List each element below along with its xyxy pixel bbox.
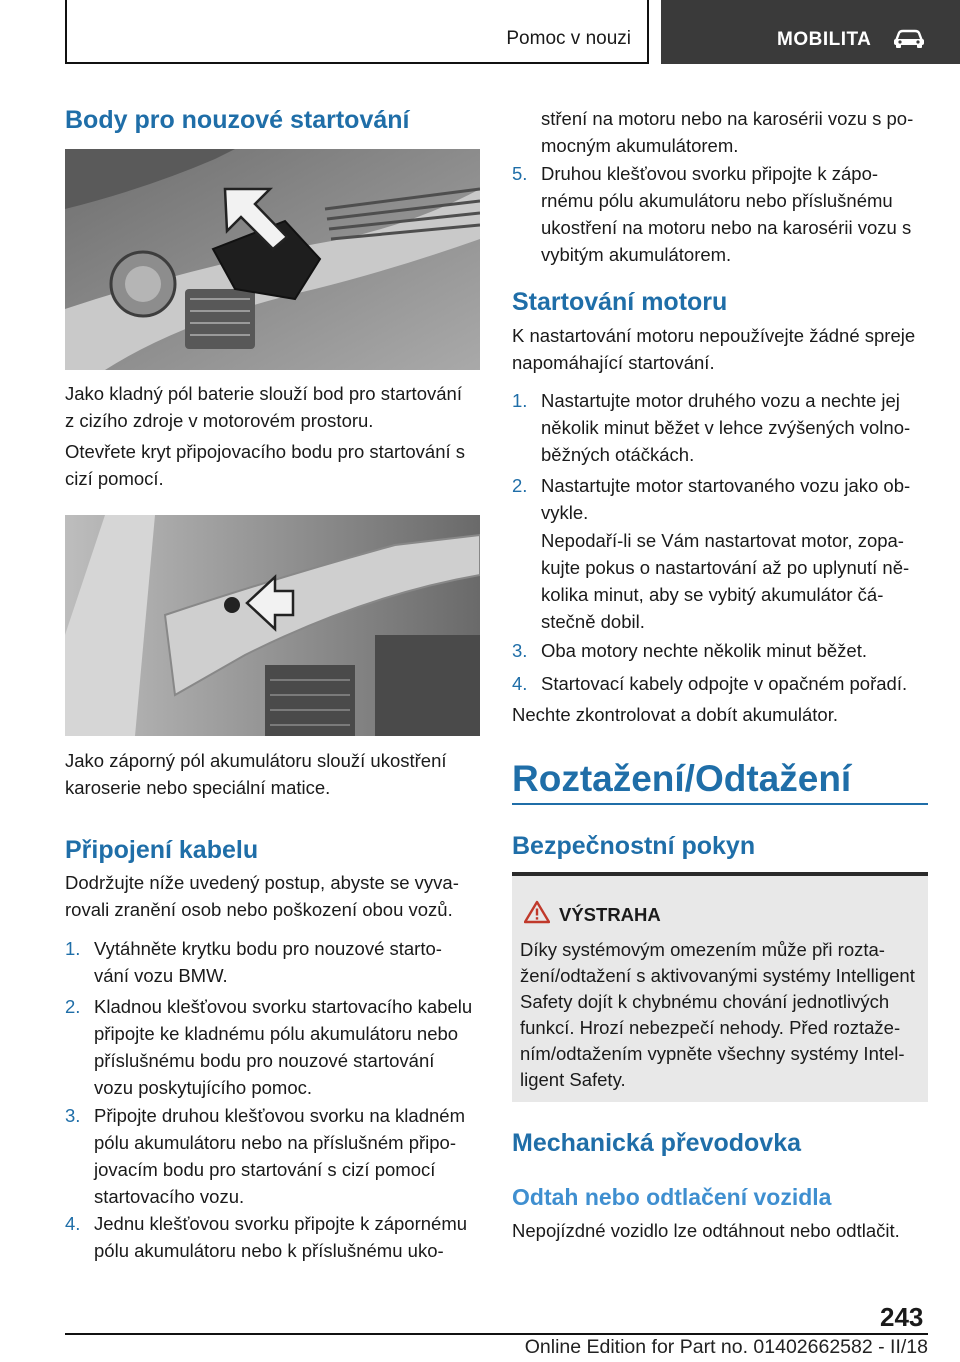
car-icon (893, 27, 925, 49)
step-text-line: Kladnou klešťovou svorku startovacího kabelu (94, 996, 473, 1017)
step-text-line: pólu akumulátoru nebo k příslušnému uko‐ (94, 1240, 444, 1261)
list-item-start-step-1 (512, 387, 928, 469)
header-chapter-title: MOBILITA (777, 29, 872, 50)
heading-cable-connection: Připojení kabelu (65, 836, 259, 864)
step-text-line: Druhou klešťovou svorku připojte k zápo‐ (541, 163, 879, 184)
step-text-line: připojte ke kladnému pólu akumulátoru nebo (94, 1023, 459, 1044)
step-number: 3. (512, 640, 528, 661)
heading-manual-transmission: Mechanická převodovka (512, 1129, 802, 1157)
chapter-title-towing: Roztažení/Odtažení (512, 758, 852, 799)
list-item-step-2 (65, 993, 480, 1103)
step-text-line: vání vozu BMW. (94, 965, 228, 986)
para-positive-pole-line2: z cizího zdroje v motorovém prostoru. (65, 410, 374, 431)
step-text-line: příslušnému bodu pro nouzové startování (94, 1050, 435, 1071)
warning-text-line: ním/odtažením vypněte všechny systémy Intel‐ (520, 1043, 905, 1064)
list-item-start-step-3 (512, 637, 928, 665)
step-text-line: Nastartujte motor startovaného vozu jako ob‐ (541, 475, 911, 496)
step-text-line: vykle. (541, 502, 589, 523)
para-tow-or-push: Nepojízdné vozidlo lze odtáhnout nebo odtlačit. (512, 1220, 900, 1241)
para-continued-line1: stření na motoru nebo na karosérii vozu s po‐ (541, 108, 914, 129)
list-item-step-5 (512, 160, 928, 270)
warning-text-line: funkcí. Hrozí nebezpečí nehody. Před roztaže‐ (520, 1017, 901, 1038)
para-positive-pole-line1: Jako kladný pól baterie slouží bod pro startování (65, 383, 462, 404)
step-text-line: kolika minut, aby se vybitý akumulátor čá‐ (541, 584, 884, 605)
para-procedure-line1: Dodržujte níže uvedený postup, abyste se vyva‐ (65, 872, 459, 893)
step-text-line: Vytáhněte krytku bodu pro nouzové starto‐ (94, 938, 442, 959)
step-text-line: stečně dobil. (541, 611, 645, 632)
list-item-step-1 (65, 935, 480, 995)
header-section-title: Pomoc v nouzi (506, 28, 631, 49)
step-number: 5. (512, 163, 528, 184)
step-text-line: vozu poskytujícího pomoc. (94, 1077, 312, 1098)
step-text-line: kujte pokus o nastartování až po uplynutí ně‐ (541, 557, 910, 578)
warning-title: VÝSTRAHA (559, 904, 661, 925)
para-negative-pole-line2: karoserie nebo speciální matice. (65, 777, 331, 798)
header-chapter-box (661, 0, 960, 64)
step-text-line: pólu akumulátoru nebo na příslušném připo‐ (94, 1132, 456, 1153)
footer-edition: Online Edition for Part no. 01402662582 - II/18 (524, 1336, 928, 1358)
list-item-step-4 (65, 1210, 480, 1266)
step-text-line: Startovací kabely odpojte v opačném pořadí. (541, 673, 908, 694)
para-open-cover-line1: Otevřete kryt připojovacího bodu pro startování s (65, 441, 466, 462)
para-negative-pole-line1: Jako záporný pól akumulátoru slouží ukostření (65, 750, 447, 771)
heading-engine-start: Startování motoru (512, 288, 728, 316)
step-number: 3. (65, 1105, 81, 1126)
step-text-line: Nastartujte motor druhého vozu a nechte jej (541, 390, 900, 411)
step-text-line: Oba motory nechte několik minut běžet. (541, 640, 867, 661)
warning-text-line: ligent Safety. (520, 1069, 626, 1090)
warning-text-line: Díky systémovým omezením může při rozta‐ (520, 939, 885, 960)
warning-box (512, 872, 928, 1102)
warning-text-line: žení/odtažení s aktivovanými systémy Intelligent (520, 965, 915, 986)
step-number: 1. (65, 938, 81, 959)
list-item-start-step-4 (512, 670, 928, 698)
step-text-line: startovacího vozu. (94, 1186, 245, 1207)
step-text-line: Jednu klešťovou svorku připojte k zápornému (94, 1213, 468, 1234)
chapter-title-rule (512, 803, 928, 805)
header-section-box (65, 0, 649, 64)
list-item-step-3 (65, 1102, 480, 1212)
step-number: 4. (65, 1213, 81, 1234)
heading-jump-start-points: Body pro nouzové startování (65, 106, 410, 134)
heading-safety-note: Bezpečnostní pokyn (512, 832, 756, 860)
para-no-spray-line2: napomáhající startování. (512, 352, 715, 373)
step-text-line: rnému pólu akumulátoru nebo příslušnému (541, 190, 893, 211)
engine-bay-illustration-2 (65, 515, 480, 736)
step-number: 1. (512, 390, 528, 411)
step-text-line: ukostření na motoru nebo na karosérii vozu s (541, 217, 912, 238)
para-no-spray-line1: K nastartování motoru nepoužívejte žádné spreje (512, 325, 916, 346)
list-item-start-step-2 (512, 472, 928, 528)
photo-ground-point (65, 515, 480, 736)
page-number: 243 (880, 1302, 924, 1332)
step-number: 2. (65, 996, 81, 1017)
photo-positive-terminal (65, 149, 480, 370)
step-text-line: několik minut běžet v lehce zvýšených volno‐ (541, 417, 911, 438)
engine-bay-illustration-1 (65, 149, 480, 370)
warning-triangle-icon (524, 900, 550, 924)
step-text-line: Připojte druhou klešťovou svorku na kladném (94, 1105, 465, 1126)
step-text-line: Nepodaří-li se Vám nastartovat motor, zopa‐ (541, 530, 904, 551)
footer-rule (65, 1333, 928, 1335)
step-number: 2. (512, 475, 528, 496)
para-procedure-line2: rovali zranění osob nebo poškození obou vozů. (65, 899, 453, 920)
step-text-line: běžných otáčkách. (541, 444, 695, 465)
para-check-battery: Nechte zkontrolovat a dobít akumulátor. (512, 704, 838, 725)
step-text-line: jovacím bodu pro startování s cizí pomocí (94, 1159, 436, 1180)
subheading-towing-pushing: Odtah nebo odtlačení vozidla (512, 1184, 832, 1210)
para-continued-line2: mocným akumulátorem. (541, 135, 739, 156)
step-number: 4. (512, 673, 528, 694)
warning-text-line: Safety dojít k chybnému chování jednotlivých (520, 991, 890, 1012)
list-item-start-note (512, 527, 928, 637)
step-text-line: vybitým akumulátorem. (541, 244, 732, 265)
para-open-cover-line2: cizí pomocí. (65, 468, 164, 489)
